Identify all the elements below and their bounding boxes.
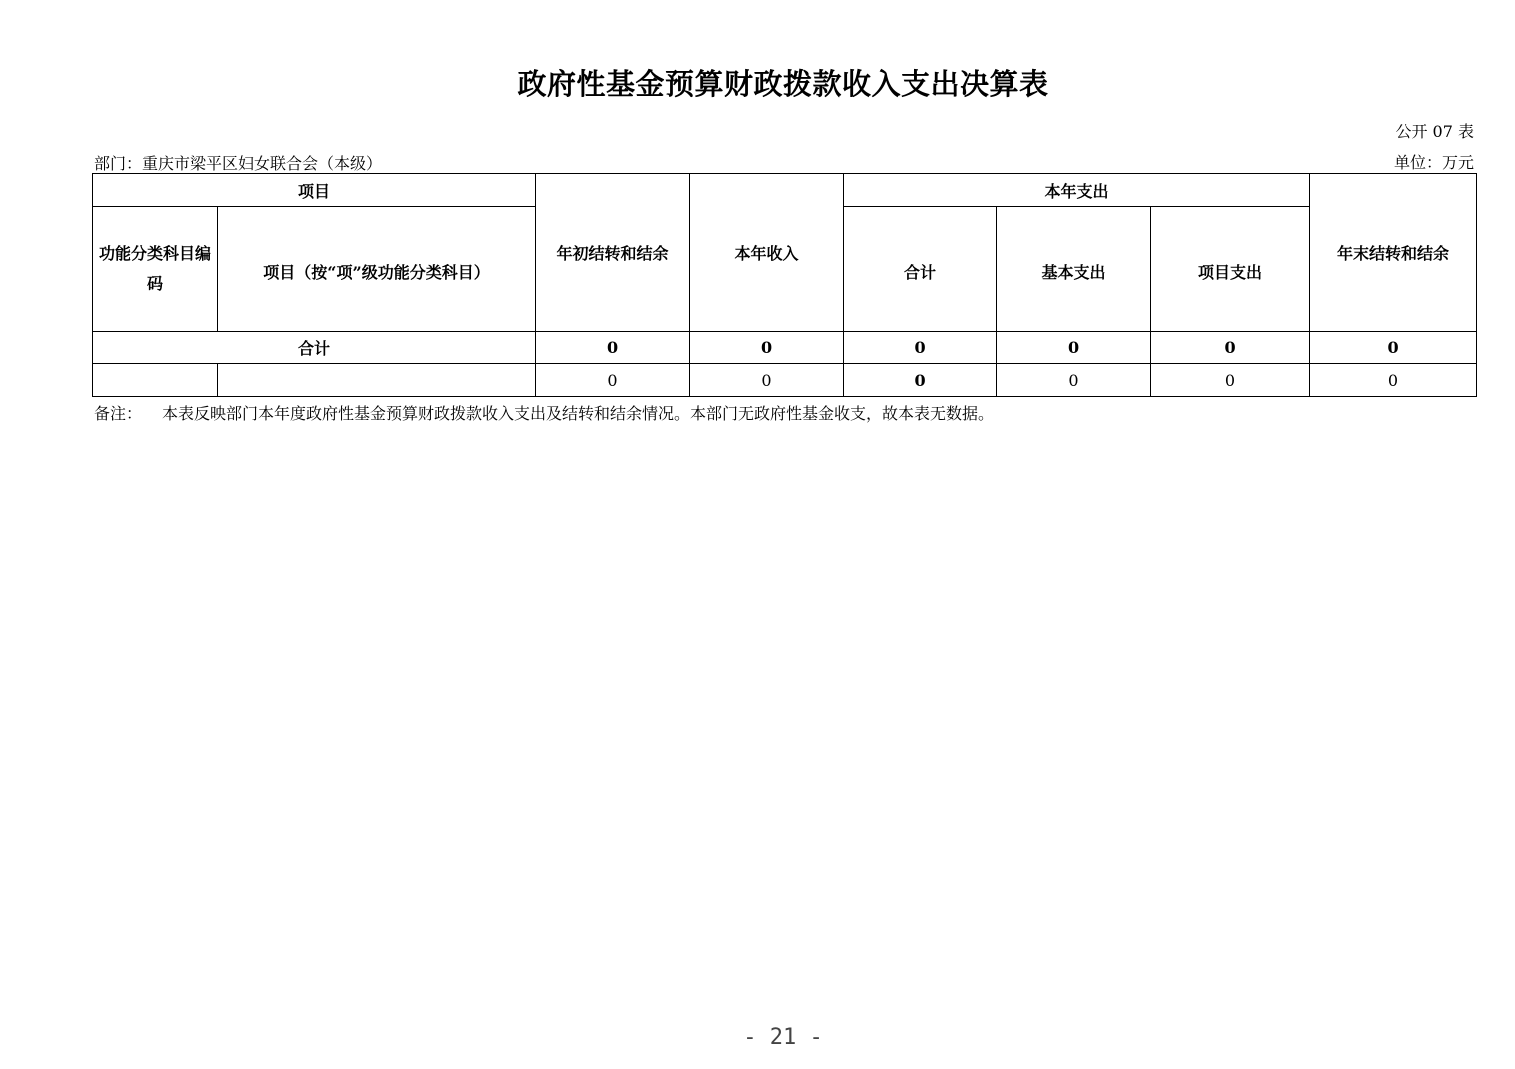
header-func-code: 功能分类科目编码 [93,207,218,332]
header-project-by-item: 项目（按“项”级功能分类科目） [218,207,536,332]
form-number: 公开 07 表 [1395,122,1474,141]
header-expenditure: 本年支出 [844,174,1310,207]
budget-table [92,173,1477,397]
total-project-exp: 0 [1151,332,1310,364]
total-start-balance: 0 [536,332,690,364]
page-title: 政府性基金预算财政拨款收入支出决算表 [517,67,1049,101]
total-label: 合计 [93,332,536,364]
department-label: 部门：重庆市梁平区妇女联合会（本级） [94,154,383,173]
row-end-balance: 0 [1310,364,1477,397]
row-total: 0 [844,364,997,397]
header-total: 合计 [844,207,997,332]
header-basic: 基本支出 [997,207,1151,332]
header-income: 本年收入 [690,174,844,332]
header-end-balance: 年末结转和结余 [1310,174,1477,332]
total-row [93,332,1477,364]
row-income: 0 [690,364,844,397]
header-start-balance: 年初结转和结余 [536,174,690,332]
header-project-exp: 项目支出 [1151,207,1310,332]
footnote-text: 本表反映部门本年度政府性基金预算财政拨款收入支出及结转和结余情况。本部门无政府性基金收支，故本表无数据。 [162,404,995,423]
total-income: 0 [690,332,844,364]
row-name [218,364,536,397]
row-start-balance: 0 [536,364,690,397]
footnote-label: 备注： [94,404,143,423]
total-basic: 0 [997,332,1151,364]
row-project-exp: 0 [1151,364,1310,397]
table-row [93,364,1477,397]
total-end-balance: 0 [1310,332,1477,364]
page-number: - 21 - [743,1025,823,1050]
row-basic: 0 [997,364,1151,397]
total-total: 0 [844,332,997,364]
row-code [93,364,218,397]
unit-label: 单位：万元 [1393,153,1474,172]
header-project: 项目 [93,174,536,207]
footnote [94,401,994,424]
